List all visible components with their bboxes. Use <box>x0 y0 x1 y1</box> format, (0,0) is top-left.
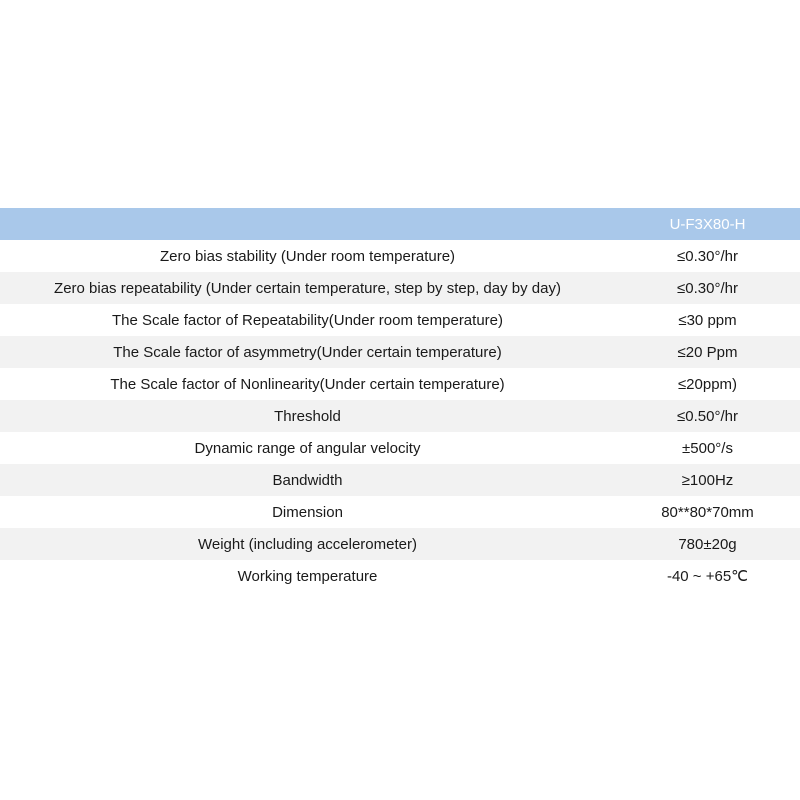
value-cell: -40 ~ +65℃ <box>615 560 800 592</box>
table-row <box>0 560 800 592</box>
parameter-cell: Working temperature <box>0 560 615 592</box>
table-row <box>0 464 800 496</box>
parameter-cell: Threshold <box>0 400 615 432</box>
table-row <box>0 368 800 400</box>
value-cell: ≥100Hz <box>615 464 800 496</box>
table-row <box>0 432 800 464</box>
value-cell: ≤20 Ppm <box>615 336 800 368</box>
parameter-cell: Bandwidth <box>0 464 615 496</box>
value-cell: ±500°/s <box>615 432 800 464</box>
spec-table <box>0 208 800 592</box>
parameter-cell: The Scale factor of asymmetry(Under certain temperature) <box>0 336 615 368</box>
parameter-cell: The Scale factor of Repeatability(Under room temperature) <box>0 304 615 336</box>
value-cell: 780±20g <box>615 528 800 560</box>
table-row <box>0 336 800 368</box>
table-row <box>0 496 800 528</box>
parameter-cell: Weight (including accelerometer) <box>0 528 615 560</box>
table-row <box>0 528 800 560</box>
value-cell: ≤0.30°/hr <box>615 272 800 304</box>
table-row <box>0 400 800 432</box>
table-row <box>0 304 800 336</box>
parameter-cell: Zero bias repeatability (Under certain temperature, step by step, day by day) <box>0 272 615 304</box>
parameter-column-header <box>0 208 615 240</box>
table-row <box>0 240 800 272</box>
parameter-cell: Zero bias stability (Under room temperature) <box>0 240 615 272</box>
model-column-header: U-F3X80-H <box>615 208 800 240</box>
parameter-cell: Dynamic range of angular velocity <box>0 432 615 464</box>
table-header-row <box>0 208 800 240</box>
value-cell: ≤0.50°/hr <box>615 400 800 432</box>
table-row <box>0 272 800 304</box>
value-cell: 80**80*70mm <box>615 496 800 528</box>
parameter-cell: The Scale factor of Nonlinearity(Under certain temperature) <box>0 368 615 400</box>
value-cell: ≤20ppm) <box>615 368 800 400</box>
value-cell: ≤30 ppm <box>615 304 800 336</box>
parameter-cell: Dimension <box>0 496 615 528</box>
value-cell: ≤0.30°/hr <box>615 240 800 272</box>
